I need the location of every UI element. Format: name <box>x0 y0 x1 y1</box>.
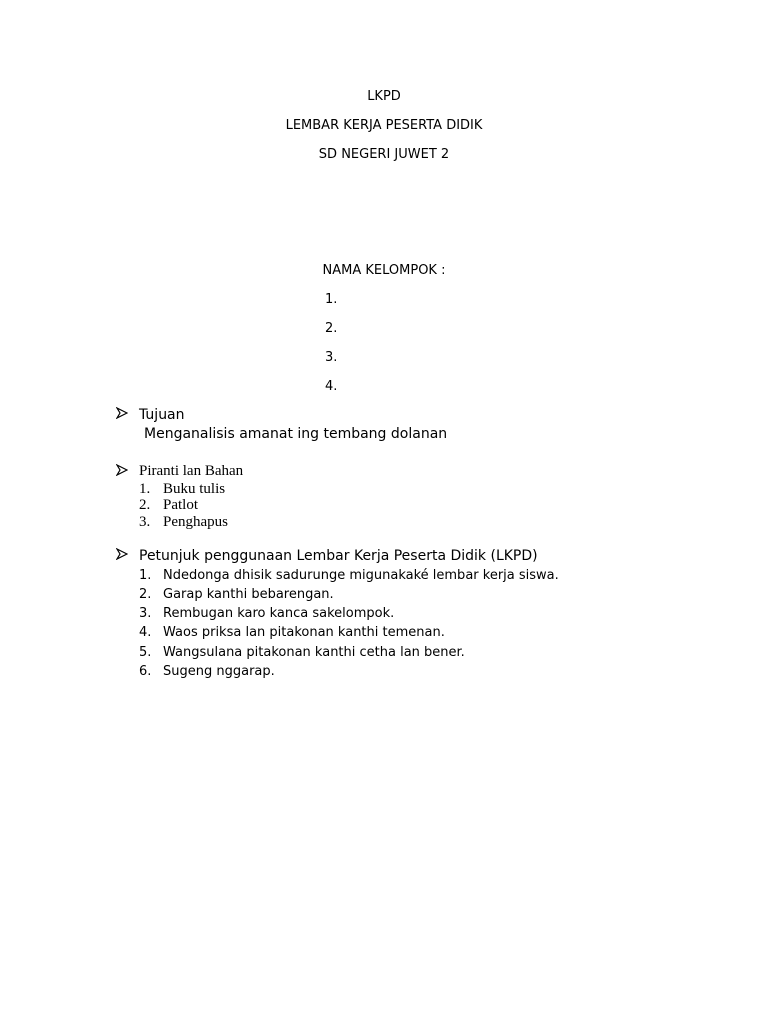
member-number: 4. <box>325 379 338 394</box>
list-item-number: 1. <box>139 481 151 497</box>
list-item: Ndedonga dhisik sadurunge migunakaké lembar kerja siswa. <box>163 568 559 583</box>
section-title-petunjuk: Petunjuk penggunaan Lembar Kerja Peserta Didik (LKPD) <box>139 548 538 564</box>
list-item-number: 5. <box>139 645 152 660</box>
list-item-number: 4. <box>139 625 152 640</box>
doc-title: LKPD <box>367 89 401 104</box>
list-item: Penghapus <box>163 514 228 530</box>
section-title-tujuan: Tujuan <box>139 407 185 423</box>
group-name-label: NAMA KELOMPOK : <box>322 263 446 278</box>
list-item: Waos priksa lan pitakonan kanthi temenan. <box>163 625 445 640</box>
doc-subtitle: LEMBAR KERJA PESERTA DIDIK <box>285 118 483 133</box>
list-item-number: 3. <box>139 606 152 621</box>
list-item: Rembugan karo kanca sakelompok. <box>163 606 395 621</box>
list-item-number: 2. <box>139 587 152 602</box>
list-item: Patlot <box>163 497 199 513</box>
list-item-number: 1. <box>139 568 152 583</box>
school-name: SD NEGERI JUWET 2 <box>318 147 450 162</box>
member-number: 1. <box>325 292 338 307</box>
arrowhead-bullet-icon <box>116 548 128 565</box>
list-item: Garap kanthi bebarengan. <box>163 587 334 602</box>
arrowhead-bullet-icon <box>116 407 128 424</box>
list-item: Wangsulana pitakonan kanthi cetha lan bener. <box>163 645 465 660</box>
list-item-number: 6. <box>139 664 152 679</box>
list-item: Buku tulis <box>163 481 226 497</box>
tujuan-body: Menganalisis amanat ing tembang dolanan <box>144 426 448 442</box>
list-item-number: 2. <box>139 497 151 513</box>
list-item: Sugeng nggarap. <box>163 664 275 679</box>
list-item-number: 3. <box>139 514 151 530</box>
member-number: 2. <box>325 321 338 336</box>
arrowhead-bullet-icon <box>116 464 128 481</box>
member-number: 3. <box>325 350 338 365</box>
section-title-piranti: Piranti lan Bahan <box>139 463 244 479</box>
